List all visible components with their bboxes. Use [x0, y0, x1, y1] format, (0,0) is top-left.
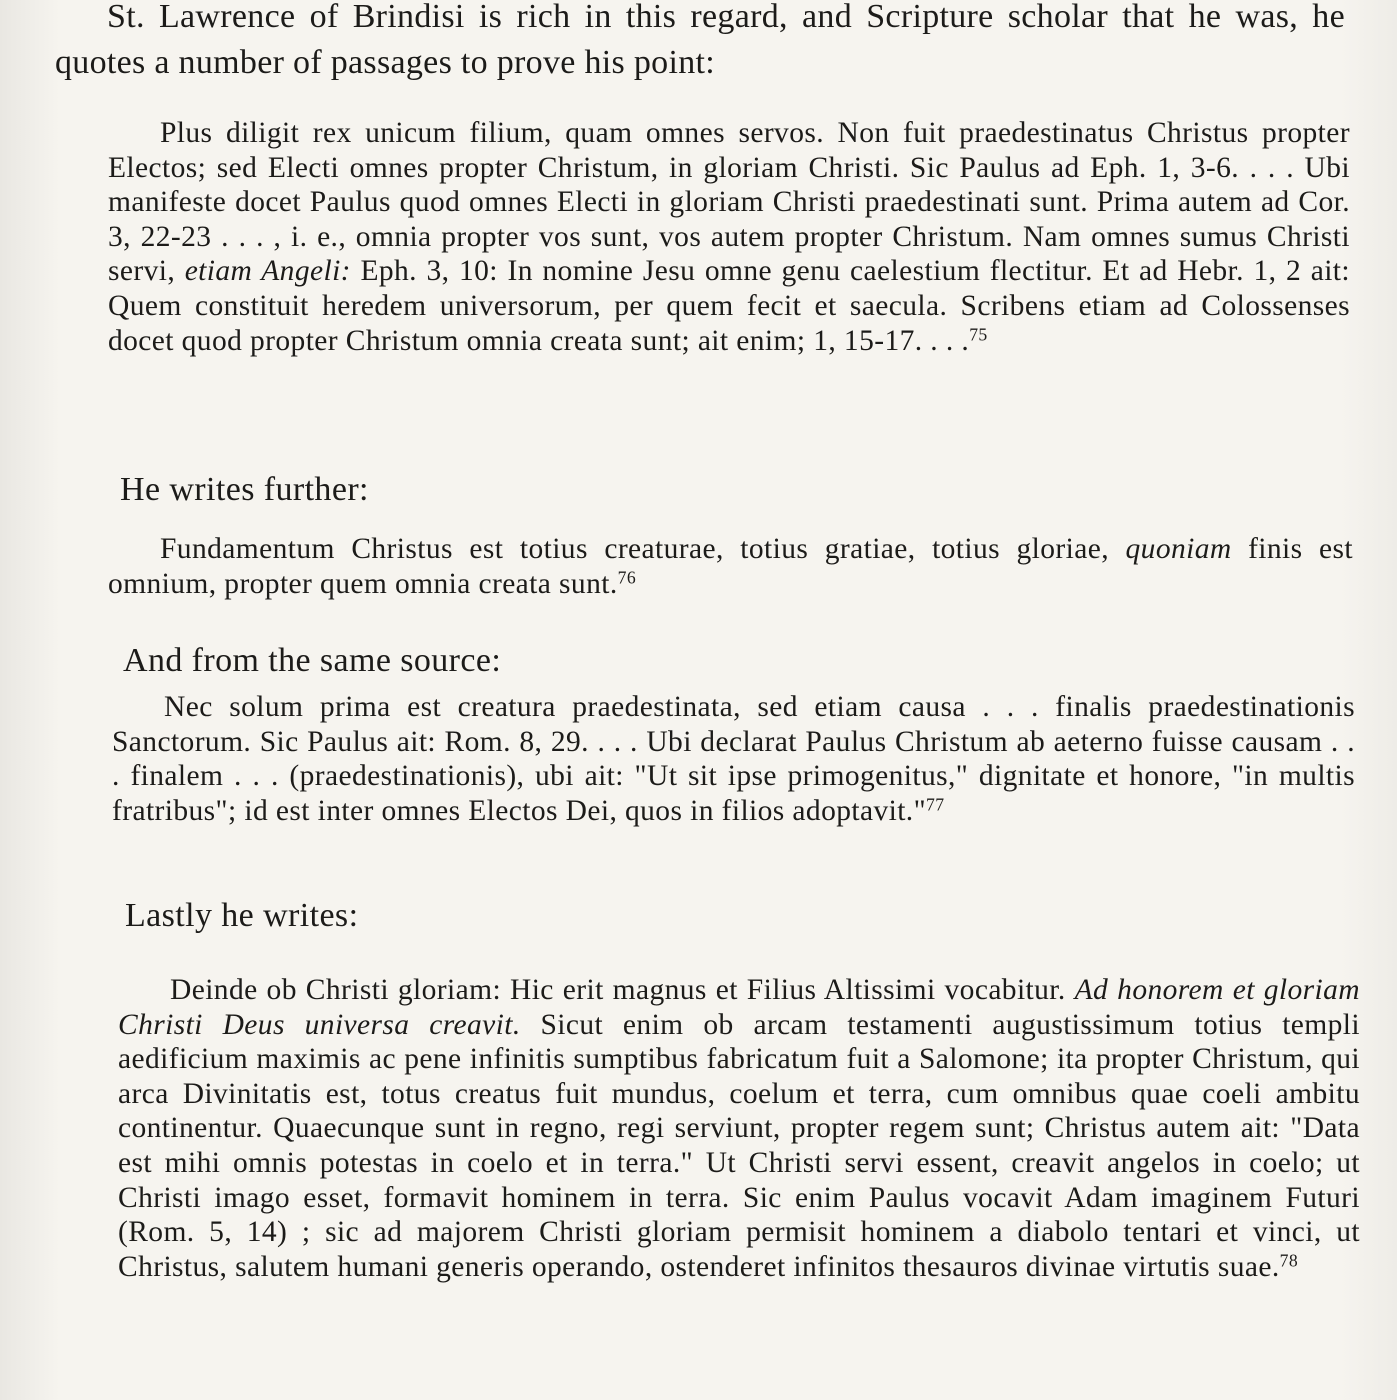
lead-in-further-text: He writes further:: [120, 471, 369, 508]
footnote-75: 75: [969, 323, 988, 344]
quote-1-text-b: Eph. 3, 10: In nomine Jesu omne genu caelestium flectitur. Et ad Hebr. 1, 2 ait: Quem constituit heredem universorum, per quem fecit et saecula. Scribens etiam ad Colossenses docet quod propter Christum omnia creata sunt; ait enim; 1, 15-17. . . .: [108, 255, 1350, 357]
block-quote-4: [118, 973, 1360, 1284]
footnote-78: 78: [1279, 1250, 1299, 1271]
block-quote-1: [108, 116, 1350, 358]
footnote-76: 76: [617, 566, 637, 587]
lead-in-lastly: [125, 893, 358, 939]
block-quote-3: [112, 690, 1355, 828]
lead-in-same-source: [123, 638, 501, 684]
intro-text: St. Lawrence of Brindisi is rich in this regard, and Scripture scholar that he was, he quotes a number of passages to prove his point:: [55, 0, 1345, 81]
quote-2-text-b: finis est omnium, propter quem omnia creata sunt.: [108, 533, 1353, 600]
quote-2-italic: quoniam: [1125, 533, 1232, 565]
lead-in-further: [120, 467, 369, 513]
quote-2-text-a: Fundamentum Christus est totius creaturae, totius gratiae, totius gloriae,: [160, 533, 1126, 565]
intro-paragraph: [55, 0, 1345, 86]
quote-3-text: Nec solum prima est creatura praedestinata, sed etiam causa . . . finalis praedestinationis Sanctorum. Sic Paulus ait: Rom. 8, 29. . . . Ubi declarat Paulus Christum ab aeterno fuisse causam . . . finalem . . . (praedestinationis), ubi ait: "Ut sit ipse primogenitus," dignitate et honore, "in multis fratribus"; id est inter omnes Electos Dei, quos in filios adoptavit.": [112, 691, 1355, 827]
footnote-77: 77: [926, 794, 945, 815]
block-quote-2: [108, 532, 1353, 601]
quote-1-text-a: Plus diligit rex unicum filium, quam omnes servos. Non fuit praedestinatus Christus propter Electos; sed Electi omnes propter Christum, in gloriam Christi. Sic Paulus ad Eph. 1, 3-6. . . . Ubi manifeste docet Paulus quod omnes Electi in gloriam Christi praedestinati sunt. Prima autem ad Cor. 3, 22-23 . . . , i. e., omnia propter vos sunt, vos autem propter Christum. Nam omnes sumus Christi servi,: [108, 117, 1350, 288]
quote-4-text-a: Deinde ob Christi gloriam: Hic erit magnus et Filius Altissimi vocabitur.: [170, 974, 1075, 1006]
quote-4-italic: Ad honorem et gloriam Christi Deus universa creavit.: [118, 974, 1360, 1041]
lead-in-lastly-text: Lastly he writes:: [125, 897, 359, 934]
lead-in-same-source-text: And from the same source:: [123, 642, 502, 679]
quote-1-italic: etiam Angeli:: [184, 255, 351, 288]
quote-4-text-b: Sicut enim ob arcam testamenti augustissimum totius templi aedificium maximis ac pene infinitis sumptibus fabricatum fuit a Salomone; ita propter Christum, qui arca Divinitatis est, totus creatus fuit mundus, coelum et terra, cum omnibus quae coeli ambitu continentur. Quaecunque sunt in regno, regi serviunt, propter regem sunt; Christus autem ait: "Data est mihi omnis potestas in coelo et in terra." Ut Christi servi essent, creavit angelos in coelo; ut Christi imago esset, formavit hominem in terra. Sic enim Paulus vocavit Adam imaginem Futuri (Rom. 5, 14) ; sic ad majorem Christi gloriam permisit hominem a diabolo tentari et vinci, ut Christus, salutem humani generis operando, ostenderet infinitos thesauros divinae virtutis suae.: [118, 1008, 1360, 1283]
